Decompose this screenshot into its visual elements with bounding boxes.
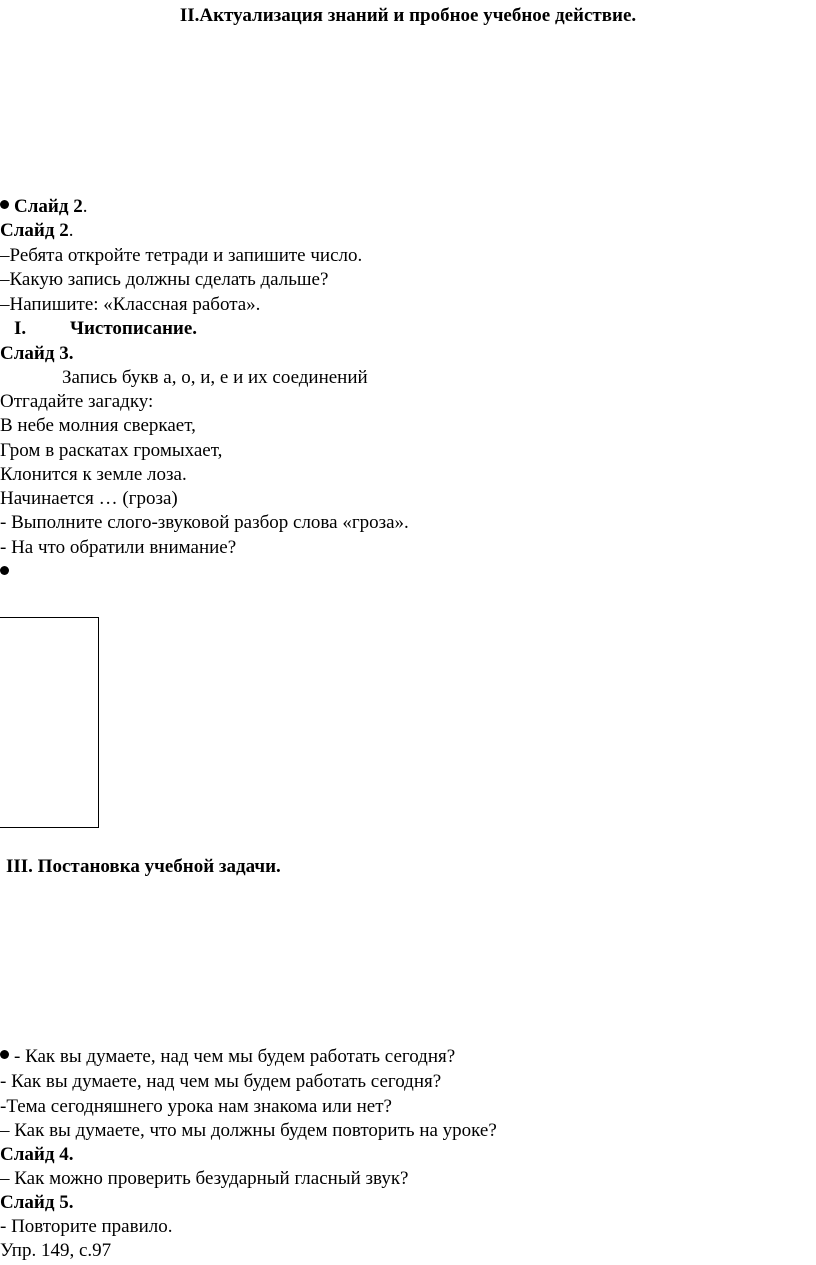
letters-task: Запись букв а, о, и, е и их соединений — [62, 367, 368, 388]
question-repeat: – Как вы думаете, что мы должны будем повторить на уроке? — [0, 1120, 497, 1141]
task-analysis: - Выполните слого-звуковой разбор слова «гроза». — [0, 512, 409, 533]
section-i-number: I. — [14, 318, 27, 339]
question-topic: -Тема сегодняшнего урока нам знакома или нет? — [0, 1096, 392, 1117]
question-today: - Как вы думаете, над чем мы будем работать сегодня? — [0, 1071, 442, 1092]
riddle-line-1: В небе молния сверкает, — [0, 415, 196, 436]
slide-2-label — [0, 219, 73, 243]
riddle-line-4: Начинается … (гроза) — [0, 488, 178, 509]
bullet-icon — [0, 200, 9, 209]
bullet-icon — [0, 1050, 9, 1059]
riddle-intro: Отгадайте загадку: — [0, 391, 154, 412]
bullet-slide-2-label: Слайд 2 — [14, 196, 83, 217]
section-heading-actualization: II.Актуализация знаний и пробное учебное действие. — [179, 5, 637, 26]
section-i-title: Чистописание. — [70, 318, 198, 339]
question-check: – Как можно проверить безударный гласный звук? — [0, 1168, 409, 1189]
task-attention: - На что обратили внимание? — [0, 537, 237, 558]
bullet-question — [0, 1045, 455, 1069]
empty-bullet — [0, 561, 14, 585]
slide-3-label: Слайд 3. — [0, 343, 74, 364]
image-frame — [0, 617, 99, 828]
slide-2-dot: . — [68, 220, 74, 241]
bullet-icon — [0, 566, 9, 575]
task-rule: - Повторите правило. — [0, 1216, 173, 1237]
line-classwork: –Напишите: «Классная работа». — [0, 294, 261, 315]
exercise-reference: Упр. 149, с.97 — [0, 1240, 112, 1261]
riddle-line-2: Гром в раскатах громыхает, — [0, 440, 223, 461]
slide-5-label: Слайд 5. — [0, 1192, 74, 1213]
bullet-slide-2 — [0, 195, 87, 219]
line-next-record: –Какую запись должны сделать дальше? — [0, 269, 329, 290]
bullet-question-text: - Как вы думаете, над чем мы будем работать сегодня? — [14, 1046, 456, 1067]
bullet-slide-2-dot: . — [82, 196, 88, 217]
section-heading-task-setting: III. Постановка учебной задачи. — [6, 856, 281, 877]
slide-4-label: Слайд 4. — [0, 1144, 74, 1165]
line-notebooks: –Ребята откройте тетради и запишите число. — [0, 245, 363, 266]
slide-2-text: Слайд 2 — [0, 220, 69, 241]
riddle-line-3: Клонится к земле лоза. — [0, 464, 187, 485]
